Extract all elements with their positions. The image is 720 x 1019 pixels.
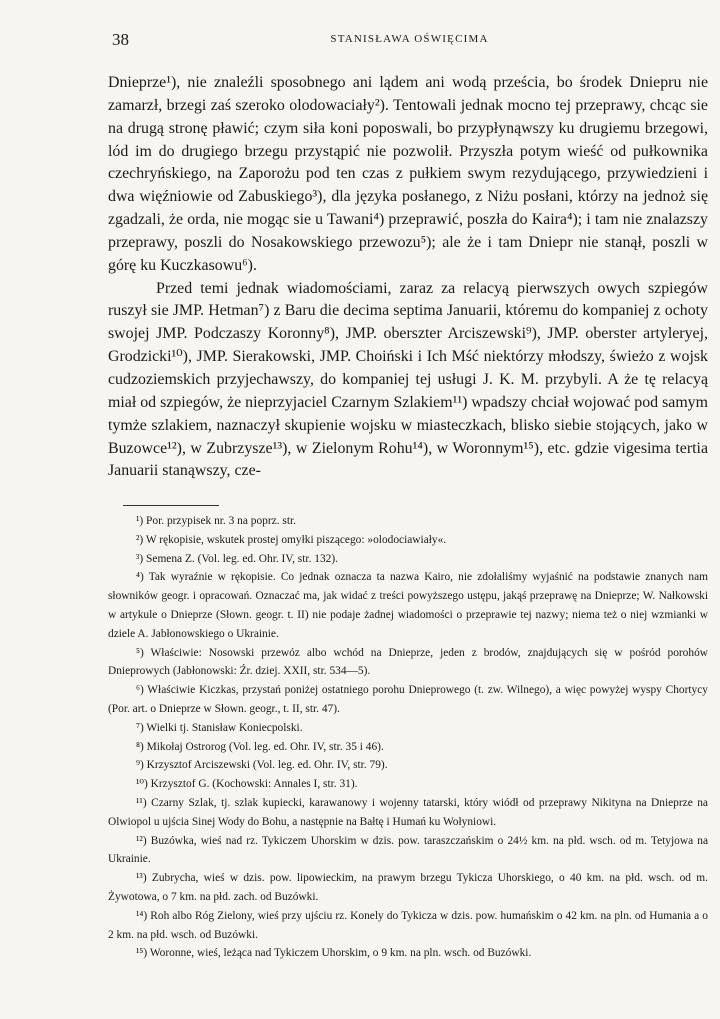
footnote-10: ¹⁰) Krzysztof G. (Kochowski: Annales I, str. 31). bbox=[136, 778, 358, 791]
footnote-11: ¹¹) Czarny Szlak, tj. szlak kupiecki, karawanowy i wojenny tatarski, który wiódł od przeprawy Nikityna na Dnieprze na Olwiopol u ujścia Sinej Wody do Bohu, a następnie na Bałtę i Humań ku Wołyniowi. bbox=[108, 796, 708, 828]
footnote-12: ¹²) Buzówka, wieś nad rz. Tykiczem Uhorskim w dzis. pow. taraszczańskim o 24½ km. na płd. wsch. od m. Tetyjowa na Ukrainie. bbox=[108, 834, 708, 866]
page-number: 38 bbox=[112, 30, 129, 49]
paragraph-1: Dnieprze¹), nie znaleźli sposobnego ani lądem ani wodą prześcia, bo środek Dniepru nie zamarzł, brzegi zaś szeroko olodowaciały²). Tentowali jednak mocno tej przeprawy, chcąc sie na drugą stronę pławić; czym siła koni poposwali, bo przypłynąwszy ku drugiemu brzegowi, lód im do drugiego brzegu przystąpić nie pozwolił. Przyszła potym wieść od pułkownika czechryńskiego, na Zaporożu pod ten czas z pułkiem swym rezydującego, przywiedzieni i dwa więźniowie od Zabuskiego³), dla języka posłanego, z Niżu posłani, którzy na jednoż się zgadzali, że orda, nie mogąc sie u Tawani⁴) przeprawić, poszła do Kaira⁴); i tam nie znalazszy przeprawy, poszli do Nosakowskiego przewozu⁵); ale że i tam Dniepr nie stanął, poszli w górę ku Kuczkasowu⁶). bbox=[108, 74, 708, 274]
footnote-14: ¹⁴) Roh albo Róg Zielony, wieś przy ujściu rz. Konely do Tykicza w dzis. pow. humańskim o 42 km. na pln. od Humania a o 2 km. na płd. wsch. od Buzówki. bbox=[108, 909, 708, 941]
footnote-5: ⁵) Właściwie: Nosowski przewóz albo wchód na Dnieprze, jeden z brodów, znajdujących się w pośród porohów Dnieprowych (Jabłonowski: Źr. dziej. XXII, str. 534—5). bbox=[108, 646, 708, 678]
footnote-13: ¹³) Zubrycha, wieś w dzis. pow. lipowieckim, na prawym brzegu Tykicza Uhorskiego, o 40 km. na płd. wsch. od m. Żywotowa, o 7 km. na płd. zach. od Buzówki. bbox=[108, 872, 708, 903]
footnote-15: ¹⁵) Woronne, wieś, leżąca nad Tykiczem Uhorskim, o 9 km. na pln. wsch. od Buzówki. bbox=[136, 947, 532, 960]
footnote-1: ¹) Por. przypisek nr. 3 na poprz. str. bbox=[136, 515, 297, 527]
footnote-9: ⁹) Krzysztof Arciszewski (Vol. leg. ed. Ohr. IV, str. 79). bbox=[136, 759, 388, 772]
footnote-3: ³) Semena Z. (Vol. leg. ed. Ohr. IV, str. 132). bbox=[136, 552, 338, 565]
footnote-7: ⁷) Wielki tj. Stanisław Koniecpolski. bbox=[136, 721, 303, 734]
footnote-2: ²) W rękopisie, wskutek prostej omyłki piszącego: »olodociawiały«. bbox=[136, 533, 447, 546]
page-header bbox=[112, 30, 707, 54]
footnote-8: ⁸) Mikołaj Ostrorog (Vol. leg. ed. Ohr. IV, str. 35 i 46). bbox=[136, 740, 384, 753]
footnote-4: ⁴) Tak wyraźnie w rękopisie. Co jednak oznacza ta nazwa Kairo, nie zdołaliśmy wyjaśnić na podstawie znanych nam słowników geogr. i opracowań. Oznaczać ma, jak widać z treści powyższego ustępu, jakąś przeprawę na Dnieprze; W. Nałkowski w artykule o Dnieprze (Słown. geogr. t. II) nie podaje żadnej wiadomości o przeprawie tej nazwy; niema też o niej wzmianki w dziele A. Jabłonowskiego o Ukrainie. bbox=[108, 571, 708, 640]
footnote-6: ⁶) Właściwie Kiczkas, przystań poniżej ostatniego porohu Dnieprowego (t. zw. Wilnego), a więc powyżej wyspy Chortycy (Por. art. o Dnieprze w Słown. geogr., t. II, str. 47). bbox=[108, 684, 708, 715]
running-head: STANISŁAWA OŚWIĘCIMA bbox=[330, 33, 489, 45]
paragraph-2: Przed temi jednak wiadomościami, zaraz za relacyą pierwszych owych szpiegów ruszył sie JMP. Hetman⁷) z Baru die decima septima Januarii, któremu do kompaniej z ochoty swojej JMP. Podczaszy Koronny⁸), JMP. oberszter Arciszewski⁹), JMP. oberster artyleryej, Grodzicki¹⁰), JMP. Sierakowski, JMP. Choiński i Ich Mść niektórzy młodszy, świeżo z wojsk cudzoziemskich przyjechawszy, do kompaniej tej usługi J. K. M. przybyli. A że tę relacyą miał od szpiegów, że nieprzyjaciel Czarnym Szlakiem¹¹) wpadszy chciał wojować pod samym tymże szlakiem, naznaczył skupienie wojsku w miasteczkach, blisko siebie stojących, jako w Buzowce¹²), w Zubrzysze¹³), w Zielonym Rohu¹⁴), w Woronnym¹⁵), etc. gdzie vigesima tertia Januarii stanąwszy, cze- bbox=[108, 279, 708, 480]
main-text bbox=[108, 72, 708, 483]
footnotes bbox=[108, 512, 708, 963]
footnote-divider bbox=[123, 505, 219, 506]
